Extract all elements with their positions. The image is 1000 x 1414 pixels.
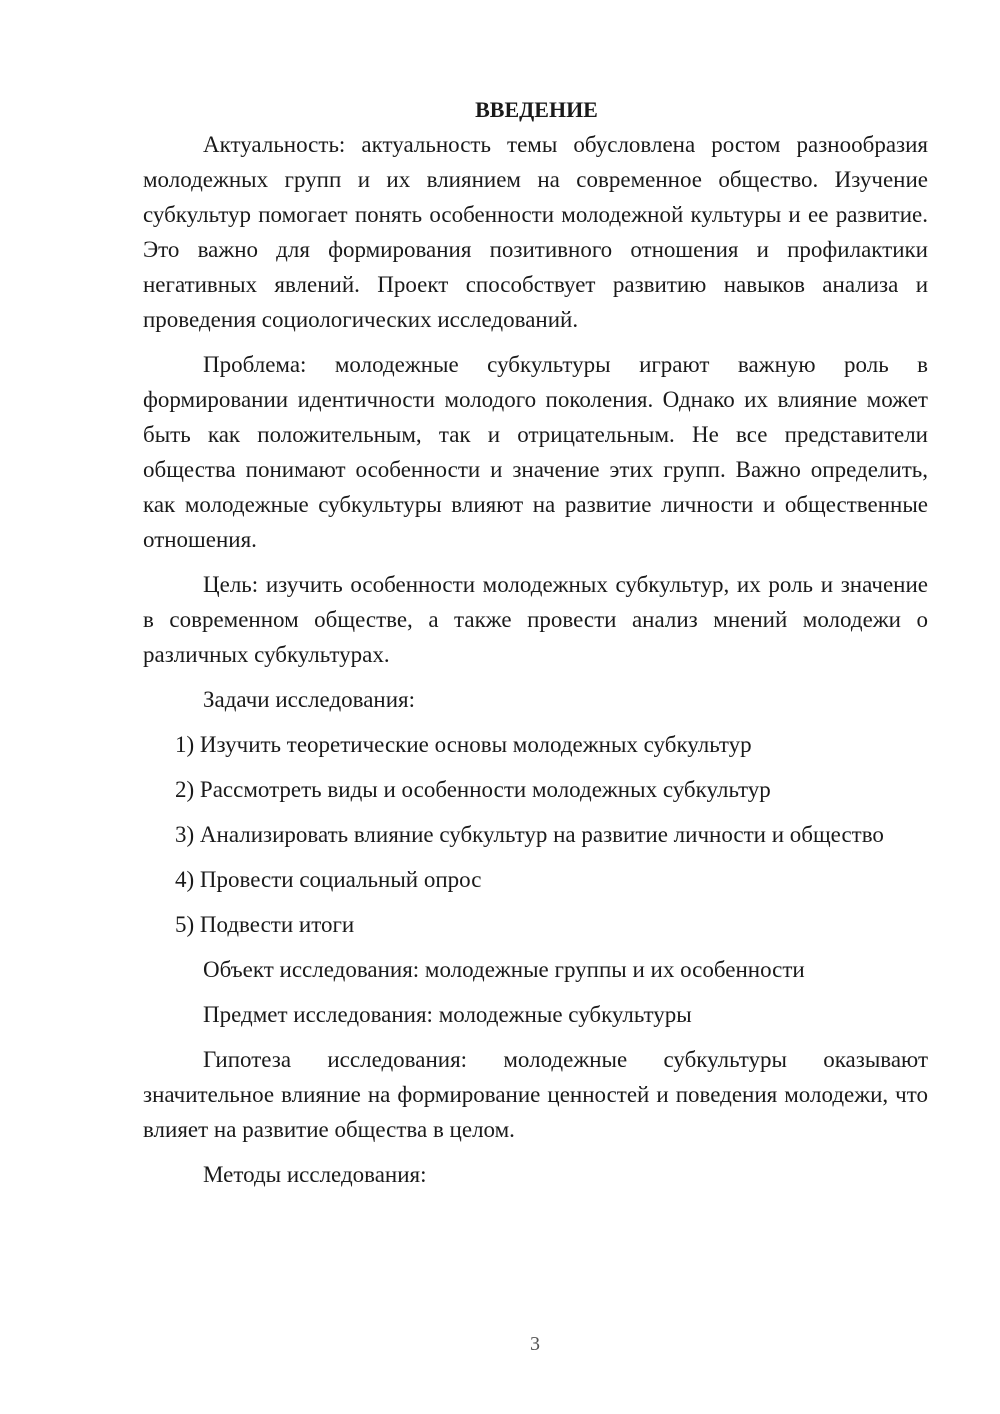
paragraph-subject: Предмет исследования: молодежные субкультуры [203,1002,692,1027]
list-item-task-4: 4) Провести социальный опрос [175,867,482,892]
list-item-task-1: 1) Изучить теоретические основы молодежных субкультур [175,732,752,757]
paragraph-tasks-title: Задачи исследования: [203,687,416,712]
list-item-task-3: 3) Анализировать влияние субкультур на развитие личности и общество [175,822,884,847]
paragraph-goal: Цель: изучить особенности молодежных субкультур, их роль и значение в современном обществе, а также провести анализ мнений молодежи о различных субкультурах. [143,572,928,667]
paragraph-hypothesis: Гипотеза исследования: молодежные субкультуры оказывают значительное влияние на формирование ценностей и поведения молодежи, что влияет на развитие общества в целом. [143,1047,928,1142]
paragraph-object: Объект исследования: молодежные группы и их особенности [203,957,805,982]
paragraph-methods: Методы исследования: [203,1162,427,1187]
page-number: 3 [530,1333,540,1355]
list-item-task-5: 5) Подвести итоги [175,912,355,937]
section-heading: ВВЕДЕНИЕ [475,97,598,122]
paragraph-relevance: Актуальность: актуальность темы обусловлена ростом разнообразия молодежных групп и их влиянием на современное общество. Изучение субкультур помогает понять особенности молодежной культуры и ее развитие. Это важно для формирования позитивного отношения и профилактики негативных явлений. Проект способствует развитию навыков анализа и проведения социологических исследований. [143,132,928,332]
page-content [143,92,928,1192]
list-item-task-2: 2) Рассмотреть виды и особенности молодежных субкультур [175,777,771,802]
paragraph-problem: Проблема: молодежные субкультуры играют важную роль в формировании идентичности молодого поколения. Однако их влияние может быть как положительным, так и отрицательным. Не все представители общества понимают особенности и значение этих групп. Важно определить, как молодежные субкультуры влияют на развитие личности и общественные отношения. [143,352,928,552]
